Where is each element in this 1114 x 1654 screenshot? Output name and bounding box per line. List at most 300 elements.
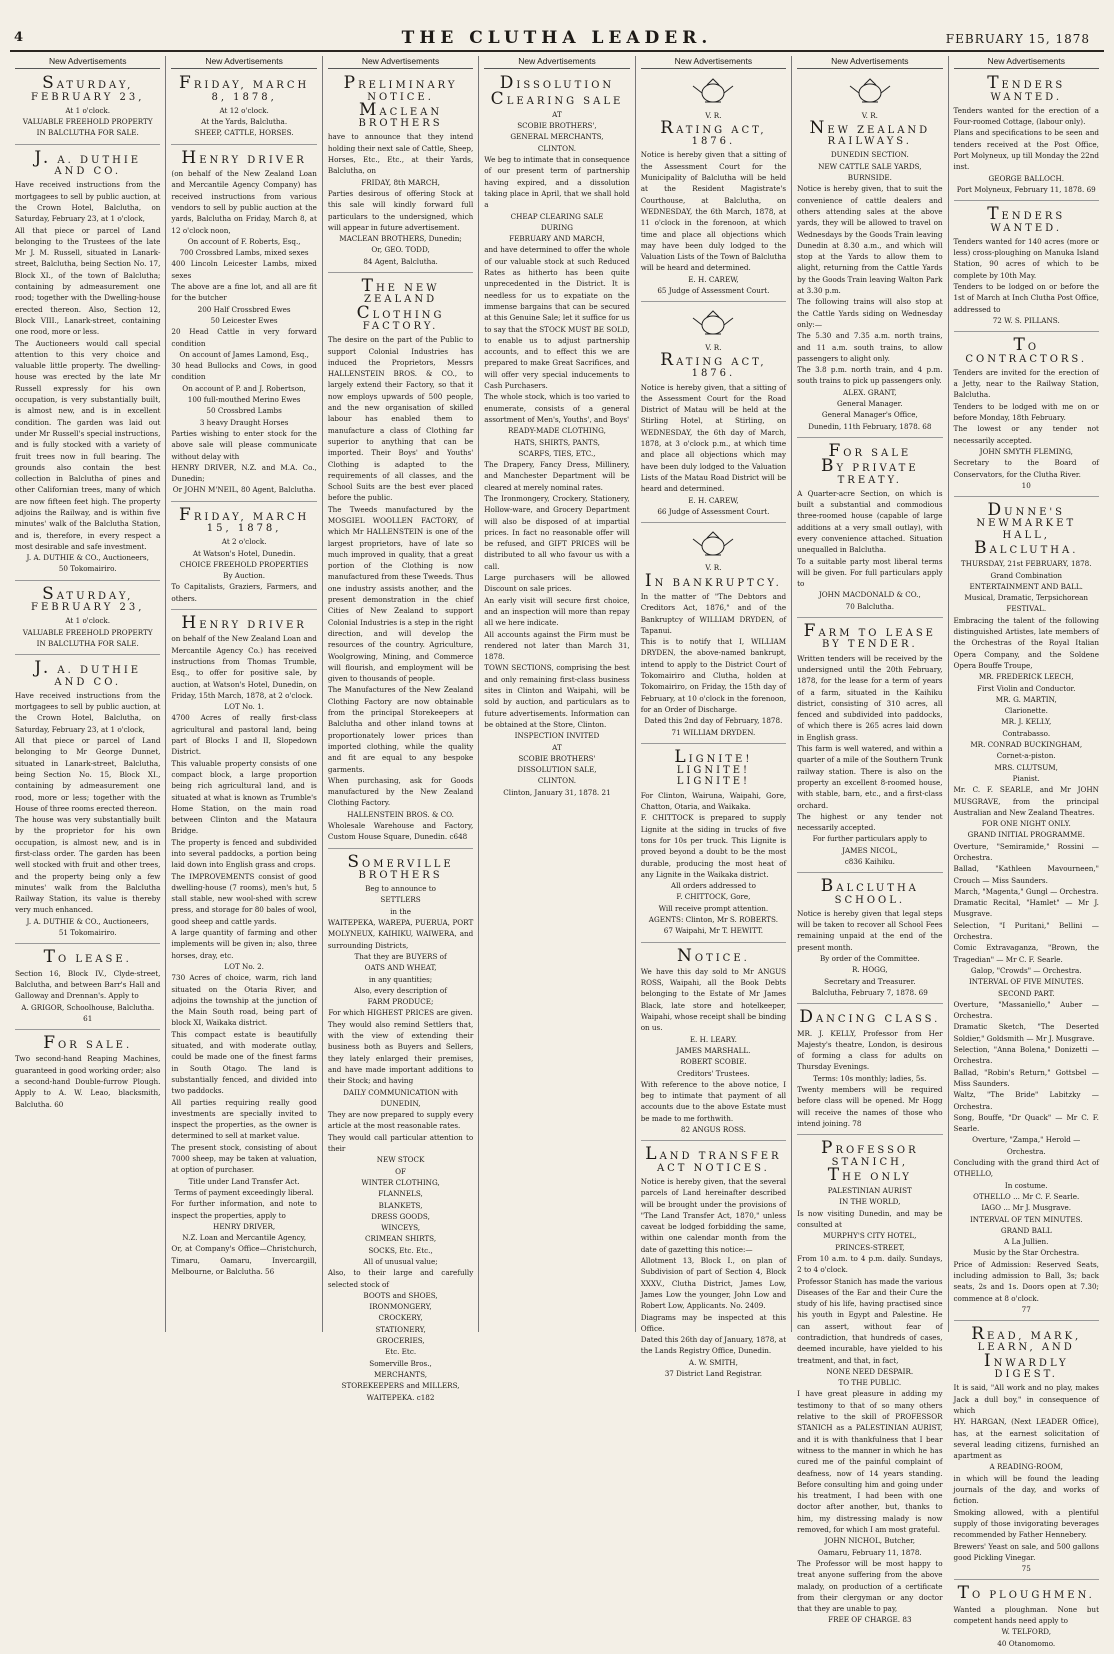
ad-text: JOHN SMYTH FLEMING, — [979, 446, 1073, 456]
ad-text: Or, at Company's Office—Christchurch, Timaru, Oamaru, Invercargill, Melbourne, or Balclutha. 56 — [171, 1244, 317, 1276]
ad-text: have to announce that they intend holding their next sale of Cattle, Sheep, Horses, Etc., Etc., at their Yards, Balclutha, on — [327, 132, 474, 176]
ad-text: Notice is hereby given that legal steps will be taken to recover all School Fees remaining unpaid at the end of the present month. — [797, 908, 943, 952]
royal-crest-icon — [641, 76, 786, 109]
ad-text: Clarionette. — [1004, 706, 1048, 716]
ad-text: INSPECTION INVITED — [514, 731, 600, 741]
ad-text: General Manager's Office, — [821, 410, 918, 420]
ad-text: Waltz, "The Bride" Labitzky — Orchestra. — [953, 1090, 1099, 1111]
ad-text: FRIDAY, 8th MARCH, — [361, 177, 440, 187]
ad-text: All parties requiring really good investments are specially invited to inspect the properties, as the owner is determined to sell at market value. — [171, 1097, 317, 1141]
ad-text: Large purchasers will be allowed Discount on sale prices. — [484, 573, 630, 594]
ad-text: Terms of payment exceedingly liberal. — [174, 1187, 314, 1197]
ad-text: SECOND PART. — [997, 988, 1055, 998]
advertisement — [171, 148, 316, 502]
ad-text: WAITEPEKA, WAREPA, PUERUA, PORT MOLYNEUX, KAIHIKU, WAIWERA, and surrounding Districts, — [327, 918, 474, 950]
ad-text: Wanted a ploughman. None but competent hands need apply to — [953, 1604, 1099, 1625]
column-6 — [791, 56, 947, 1625]
ad-headline: SOMERVILLE BROTHERS — [347, 851, 454, 881]
newspaper-title: THE CLUTHA LEADER. — [401, 28, 713, 48]
ad-text: On account of F. Roberts, Esq., — [187, 236, 301, 246]
ad-text: First Violin and Conductor. — [977, 683, 1076, 693]
ad-text: Creditors' Trustees. — [677, 1068, 750, 1078]
ad-text: 84 Agent, Balclutha. — [363, 256, 438, 266]
ad-headline: TO CONTRACTORS. — [965, 335, 1088, 365]
ad-text: V. R. — [861, 110, 878, 120]
ad-text: Port Molyneux, February 11, 1878. 69 — [956, 184, 1096, 194]
ad-text: in which will be found the leading journals of the day, and works of fiction. — [953, 1473, 1099, 1506]
ad-text: The 5.30 and 7.35 a.m. north trains, and 11 a.m. south trains, to allow passengers to alight only. — [797, 331, 943, 363]
ad-text: This is to notify that I, WILLIAM DRYDEN, the above-named bankrupt, intend to apply to the District Court of Tokomairiro and Clutha, holden at Tokomairiro, on Friday, the 15th day of February, at 10 o'clock in the forenoon, for an Order of Discharge. — [640, 637, 787, 714]
ad-text: on behalf of the New Zealand Loan and Mercantile Agency Co.) has received instructions from Thomas Trumble, Esq., to offer for positive sale, by auction, at Watson's Hotel, Dunedin, on Friday, 15th March, 1878, at 2 o'clock. — [171, 634, 317, 700]
ad-text: ENTERTAINMENT AND BALL. — [969, 581, 1083, 591]
column-heading: New Advertisements — [797, 56, 942, 69]
ad-text: For Clinton, Wairuna, Waipahi, Gore, Chatton, Otaria, and Waikaka. — [640, 790, 787, 812]
ad-headline: LIGNITE! LIGNITE! LIGNITE! — [674, 746, 753, 788]
ad-text: Brewers' Yeast on sale, and 500 gallons good Pickling Vinegar. — [953, 1541, 1099, 1562]
ad-text: Embracing the talent of the following distinguished Artistes, late members of the Orchestras of the Royal Italian Opera Company, and the Soldene Opera Bouffe Troupe, — [953, 615, 1099, 670]
ad-text: They would call particular attention to their — [327, 1132, 474, 1154]
ad-text: JOHN MACDONALD & CO., — [818, 590, 921, 600]
ad-text: General Manager. — [837, 399, 903, 409]
ad-text: In the matter of "The Debtors and Creditors Act, 1876," and of the Bankruptcy of WILLIAM DRYDEN, of Tapanui. — [640, 591, 787, 635]
ad-text: N.Z. Loan and Mercantile Agency, — [182, 1233, 307, 1243]
ad-text: GRAND BALL — [1000, 1225, 1052, 1235]
ad-text: DAILY COMMUNICATION with DUNEDIN, — [343, 1087, 458, 1108]
ad-text: To a suitable party most liberal terms will be given. For full particulars apply to — [797, 556, 943, 589]
column-heading: New Advertisements — [641, 56, 786, 69]
ad-headline: J. A. DUTHIE AND CO. — [34, 658, 142, 688]
ad-headline: J. A. DUTHIE AND CO. — [34, 147, 142, 178]
ad-text: AT — [552, 742, 562, 752]
ad-text: PRINCES-STREET, — [835, 1242, 905, 1252]
ad-text: NEW CATTLE SALE YARDS, BURNSIDE. — [818, 161, 922, 183]
ad-text: For further information, and note to inspect the properties, apply to — [171, 1199, 317, 1220]
ad-text: HATS, SHIRTS, PANTS, — [514, 437, 600, 447]
ad-text: To Capitalists, Graziers, Farmers, and others. — [171, 582, 317, 603]
ad-text: The present stock, consisting of about 7000 sheep, may be taken at valuation, at option of purchaser. — [171, 1142, 317, 1175]
ad-text: Parties wishing to enter stock for the above sale will please communicate without delay with — [171, 428, 317, 461]
ad-text: INTERVAL OF TEN MINUTES. — [969, 1214, 1083, 1224]
ad-text: STATIONERY, — [375, 1324, 426, 1334]
ad-text: For further particulars apply to — [812, 834, 927, 844]
ad-text: They are now prepared to supply every article at the most reasonable rates. — [327, 1110, 474, 1131]
ad-headline: PROFESSOR STANICH, — [820, 1138, 919, 1168]
ad-text: All that piece or parcel of Land belonging to Mr George Dunnet, situated in Lanark-street, Balclutha, being Section No. 15, Block XI., containing by admeasurement one rood, more or less; together with the House of three rooms erected thereon. — [15, 736, 161, 813]
ad-text: V. R. — [705, 110, 722, 120]
ad-text: Notice is hereby given, that a sitting of the Assessment Court for the Road District of Matau will be held at the Stirling Hotel, at Stirling, on WEDNESDAY, the 6th day of March, 1878, at 3 o'clock p.m., at which time and place all objections which may have been duly lodged to the Valuation Lists of the Matau Road District will be heard and determined. — [640, 382, 787, 494]
ad-text: MR. J. KELLY, Professor from Her Majesty's theatre, London, is desirous of forming a class for adults on Thursday Evenings. — [797, 1028, 943, 1072]
advertisement-columns — [10, 56, 1104, 1648]
ad-text: They would also remind Settlers that, with the view of extending their business both as Buyers and Sellers, they lately enlarged their premises, and have made important additions to their Stock; and having — [327, 1019, 474, 1086]
ad-text: Dated this 26th day of January, 1878, at the Lands Registry Office, Dunedin. — [640, 1335, 787, 1356]
ad-text: From 10 a.m. to 4 p.m. daily. Sundays, 2 to 4 o'clock. — [797, 1253, 943, 1275]
ad-text: Two second-hand Reaping Machines, guaranteed in good working order; also a second-hand Double-furrow Plough. Apply to A. W. Leao, blacksmith, Balclutha. 60 — [15, 1054, 161, 1109]
ad-text: It is said, "All work and no play, makes Jack a dull boy," in consequence of which — [953, 1383, 1099, 1415]
ad-text: ALEX. GRANT, — [843, 387, 897, 397]
ad-text: The whole stock, which is too varied to enumerate, consists of a general assortment of Men's, Youths', and Boys' — [484, 392, 630, 424]
ad-text: VALUABLE FREEHOLD PROPERTY — [22, 627, 153, 637]
royal-crest-icon — [641, 529, 786, 562]
ad-text: CLINTON. — [537, 143, 577, 153]
ad-text: At 2 o'clock. — [221, 537, 267, 547]
ad-text: IAGO ... Mr J. Musgrave. — [981, 1203, 1072, 1213]
ad-text: LOT No. 2. — [224, 961, 264, 971]
advertisement — [171, 73, 316, 144]
ad-text: Dunedin, 11th February, 1878. 68 — [808, 421, 932, 431]
royal-crest-icon — [641, 308, 786, 341]
ad-headline: MACLEAN BROTHERS — [358, 99, 443, 130]
ad-text: Have received instructions from the mortgagees to sell by public auction, at the Crown Hotel, Balclutha, on Saturday, February 23, at 1 o'clock, — [15, 690, 161, 734]
ad-text: OTHELLO ... Mr C. F. Searle. — [973, 1191, 1080, 1201]
ad-text: OATS AND WHEAT, — [364, 963, 437, 973]
ad-text: I have great pleasure in adding my testimony to that of so many others relative to the skill of PROFESSOR STANICH as a PALESTINIAN AURIST, and it is with thankfulness that I bear witness to the manner in which he has cured me of the painful complaint of deafness, now of 14 years standing. Before consulting him and going under his treatment, I had been with one doctor after another, but, thanks to him, my distressing malady is now removed, for which I am most grateful. — [797, 1389, 943, 1535]
ad-text: JOHN NICHOL, Butcher, — [824, 1536, 916, 1546]
ad-headline: THE NEW ZEALAND — [361, 276, 440, 306]
ad-text: Section 16, Block IV., Clyde-street, Balclutha, and between Barr's Hall and Galloway and Drennan's. Apply to — [15, 968, 161, 1001]
ad-headline: HENRY DRIVER — [181, 613, 307, 634]
ad-headline: IN BANKRUPTCY. — [644, 570, 782, 591]
ad-text: All of unusual value; — [363, 1256, 438, 1266]
ad-headline: SATURDAY, FEBRUARY 23, — [31, 73, 145, 103]
ad-headline: TENDERS WANTED. — [987, 204, 1066, 234]
advertisement — [641, 73, 786, 302]
ad-text: SCOBIE BROTHERS', — [517, 121, 597, 131]
ad-text: At 1 o'clock. — [65, 105, 111, 115]
ad-text: By Auction. — [223, 571, 266, 581]
ad-text: The Professor will be most happy to treat anyone suffering from the above malady, on production of a certificate from their clergyman or any doctor that they are unable to pay, — [797, 1558, 943, 1614]
ad-text: An early visit will secure first choice, and an inspection will more than repay all we here indicate. — [484, 595, 630, 628]
ad-text: Music by the Star Orchestra. — [973, 1248, 1080, 1258]
ad-text: On account of James Lamond, Esq., — [179, 349, 309, 359]
ad-text: Tenders wanted for 140 acres (more or less) cross-ploughing on Manuka Island Station, 90 acres of which to be complete by 10th May. — [953, 236, 1099, 280]
ad-text: 37 District Land Registrar. — [664, 1368, 763, 1378]
royal-crest-icon — [797, 76, 942, 109]
ad-text: At 12 o'clock. — [219, 105, 269, 115]
ad-text: FLANNELS, — [378, 1189, 423, 1199]
ad-text: c836 Kaihiku. — [844, 857, 895, 866]
ad-text: DRESS GOODS, — [371, 1211, 430, 1221]
ad-text: This compact estate is beautifully situated, and with moderate outlay, could be made one of the finest farms in South Otago. The land is substantially fenced, and divided into two paddocks. — [171, 1029, 317, 1096]
ad-text: WAITEPEKA. c182 — [366, 1392, 435, 1402]
ad-text: OF — [395, 1166, 406, 1176]
ad-text: Or, GEO. TODD, — [371, 245, 430, 255]
ad-text: DURING — [540, 222, 574, 232]
advertisement — [797, 441, 942, 618]
ad-text: 4700 Acres of really first-class agricultural and pastoral land, being part of Blocks I and II, Slopedown District. — [171, 713, 317, 757]
ad-text: Selection, "Anna Bolena," Donizetti — Orchestra. — [953, 1045, 1099, 1066]
ad-headline: TENDERS WANTED. — [987, 73, 1066, 103]
ad-text: Secretary to the Board of Conservators, for the Clutha River. — [953, 458, 1099, 479]
column-heading: New Advertisements — [171, 56, 316, 69]
advertisement — [797, 1138, 942, 1630]
advertisement — [641, 305, 786, 523]
ad-text: The Ironmongery, Crockery, Stationery, Hollow-ware, and Grocery Department will also be disposed of at impartial prices. In fact no reasonable offer will be refused, and GIFT PRICES will be distributed to all who favour us with a call. — [484, 493, 630, 571]
column-7 — [948, 56, 1104, 1648]
ad-text: JAMES NICOL, — [842, 845, 898, 855]
ad-text: Or JOHN M'NEIL, 80 Agent, Balclutha. — [172, 485, 316, 495]
ad-text: Musical, Dramatic, Terpsichorean — [964, 593, 1089, 603]
ad-headline: DANCING CLASS. — [799, 1007, 941, 1028]
advertisement — [328, 73, 473, 273]
ad-text: 82 ANGUS ROSS. — [680, 1125, 746, 1135]
advertisement — [954, 1324, 1099, 1580]
column-1 — [10, 56, 165, 1332]
ad-text: Oamaru, February 11, 1878. — [817, 1547, 922, 1557]
ad-text: 70 Balclutha. — [845, 601, 894, 611]
ad-text: 20 Head Cattle in very forward condition — [171, 327, 317, 348]
column-5 — [635, 56, 791, 1378]
ad-text: BOOTS and SHOES, — [363, 1290, 438, 1300]
ad-headline: CLEARING SALE — [490, 88, 624, 109]
ad-text: 50 Crossbred Lambs — [206, 406, 282, 416]
issue-date: FEBRUARY 15, 1878 — [945, 32, 1090, 46]
ad-text: IN BALCLUTHA FOR SALE. — [36, 128, 139, 138]
ad-headline: RATING ACT, 1876. — [660, 349, 767, 380]
ad-text: Clinton, January 31, 1878. 21 — [503, 787, 611, 797]
advertisement — [954, 500, 1099, 1321]
ad-text: The Tweeds manufactured by the MOSGIEL WOOLLEN FACTORY, of which Mr HALLENSTEIN is one of the largest proprietors, have of late so much improved in quality, that a great portion of the Clothing is now manufactured from these Tweeds. Thus one industry assists another, and the present demonstration in the chief Cities of New Zealand to support Colonial Industries is a step in the right direction, and will develop the resources of the country. Agriculture, Woolgrowing, Mining, and Commerce will flourish, and employment will be given to thousands of people. — [327, 504, 474, 684]
ad-text: 51 Tokomairiro. — [58, 928, 117, 938]
ad-text: CRIMEAN SHIRTS, — [364, 1234, 437, 1244]
ad-text: TOWN SECTIONS, comprising the best and only remaining first-class business sites in Clinton and Waipahi, will be sold by auction, and particulars as to future advertisements. Information can be obtained at the Store, Clinton. — [484, 663, 630, 729]
advertisement — [15, 73, 160, 144]
advertisement — [15, 1033, 160, 1115]
ad-headline: DISSOLUTION — [499, 73, 615, 94]
ad-text: A READING-ROOM, — [989, 1462, 1063, 1472]
ad-text: HY. HARGAN, (Next LEADER Office), has, at the earnest solicitation of several leading citizens, furnished an apartment as — [953, 1417, 1099, 1461]
ad-text: FARM PRODUCE; — [367, 997, 434, 1007]
ad-text: Ballad, "Kathleen Mavourneen," Crouch — Miss Saunders. — [953, 864, 1099, 885]
ad-text: Tenders are invited for the erection of a Jetty, near to the Railway Station, Balclutha. — [953, 367, 1099, 400]
ad-text: Plans and specifications to be seen and tenders received at the Post Office, Port Molyneux, up till Monday the 22nd inst. — [953, 128, 1099, 172]
ad-text: SHEEP, CATTLE, HORSES. — [194, 128, 294, 138]
ad-text: MR. CONRAD BUCKINGHAM, — [970, 740, 1083, 750]
ad-text: HENRY DRIVER, N.Z. and M.A. Co., Dunedin; — [171, 462, 317, 484]
ad-text: Terms: 10s monthly; ladies, 5s. — [813, 1073, 927, 1083]
page-number: 4 — [14, 30, 24, 45]
ad-text: 30 head Bullocks and Cows, in good condition — [171, 361, 317, 382]
ad-text: Overture, "Semiramide," Rossini — Orchestra. — [953, 841, 1099, 862]
ad-text: Secretary and Treasurer. — [824, 976, 916, 986]
ad-text: Tenders to be lodged on or before the 1st of March at Inch Clutha Post Office, addressed to — [953, 282, 1099, 314]
ad-headline: TO PLOUGHMEN. — [957, 1583, 1095, 1604]
ad-text: With reference to the above notice, I beg to intimate that payment of all accounts due to the above Estate must be made to me forthwith. — [640, 1079, 787, 1123]
ad-text: The house was very substantially built by the proprietor for his own occupation, is almost new, and is in first-class order. The garden has been well stocked with fruit and other trees, and the property being only a few minutes' walk from the Balclutha Railway Station, its value is thereby very much enhanced. — [15, 815, 161, 915]
ad-text: SETTLERS — [380, 895, 421, 905]
ad-text: CHEAP CLEARING SALE — [510, 211, 604, 221]
ad-text: Etc. Etc. — [384, 1347, 417, 1357]
ad-headline: BALCLUTHA. — [974, 537, 1079, 558]
ad-headline: DUNNE'S NEWMARKET HALL, — [976, 500, 1077, 541]
advertisement — [954, 73, 1099, 201]
ad-text: V. R. — [705, 342, 722, 352]
ad-text: Price of Admission: Reserved Seats, including admission to Ball, 3s; back seats, 2s and 1s. Doors open at 7.30; commence at 8 o'clock. — [953, 1259, 1099, 1303]
ad-text: Parties desirous of offering Stock at this sale will kindly forward full particulars to the undersigned, which will appear in future advertisement. — [327, 188, 474, 232]
advertisement — [797, 1007, 942, 1135]
column-heading: New Advertisements — [484, 56, 629, 69]
ad-text: 400 Lincoln Leicester Lambs, mixed sexes — [171, 259, 317, 280]
ad-text: This valuable property consists of one compact block, a large proportion being rich agricultural land, and is situated at what is known as Trumble's Home Station, on the main road between Clinton and the Mataura Bridge. — [171, 758, 317, 836]
ad-text: GRAND INITIAL PROGRAMME. — [967, 830, 1085, 840]
ad-text: Also, to their large and carefully selected stock of — [327, 1268, 474, 1289]
ad-text: A. W. SMITH, — [688, 1357, 738, 1367]
ad-text: Contrabasso. — [1002, 728, 1051, 738]
ad-text: F. CHITTOCK, Gore, — [676, 892, 751, 902]
ad-text: Grand Combination — [990, 570, 1063, 580]
ad-text: LOT No. 1. — [224, 702, 264, 712]
column-4 — [478, 56, 634, 1332]
ad-text: DISSOLUTION SALE, — [517, 765, 597, 775]
ad-text: 75 — [1021, 1564, 1031, 1574]
ad-text: SCARFS, TIES, ETC., — [518, 448, 596, 458]
ad-text: At 1 o'clock. — [65, 616, 111, 626]
advertisement — [641, 946, 786, 1142]
ad-text: F. CHITTOCK is prepared to supply Lignite at the siding in trucks of five tons for 10s per truck. This Lignite is proved beyond a doubt to be the most durable, producing the most heat of any Lignite in the Waikaka district. — [640, 813, 787, 879]
ad-text: On account of P. and J. Robertson, — [182, 383, 306, 393]
ad-text: That they are BUYERS of — [354, 951, 447, 961]
column-3 — [322, 56, 478, 1402]
ad-text: Notice is hereby given, that the several parcels of Land hereinafter described will be brought under the provisions of "The Land Transfer Act, 1870," unless caveat be lodged forbidding the same, within one calendar month from the date of gazetting this notice:— — [640, 1176, 787, 1254]
ad-headline: LAND TRANSFER ACT NOTICES. — [645, 1144, 782, 1174]
ad-headline: INWARDLY DIGEST. — [983, 1350, 1069, 1381]
ad-text: INTERVAL OF FIVE MINUTES. — [968, 977, 1084, 987]
ad-text: For which HIGHEST PRICES are given. — [328, 1008, 473, 1018]
ad-headline: TO LEASE. — [43, 947, 132, 968]
column-heading: New Advertisements — [328, 56, 473, 69]
ad-text: March, "Magenta," Gungl — Orchestra. — [954, 886, 1099, 896]
ad-text: 100 full-mouthed Merino Ewes — [187, 395, 301, 405]
ad-text: CLINTON. — [537, 776, 577, 786]
ad-text: STOREKEEPERS and MILLERS, — [341, 1381, 460, 1391]
ad-headline: FRIDAY, MARCH 8, 1878, — [179, 73, 310, 103]
ad-text: All accounts against the Firm must be rendered not later than March 31, 1878. — [484, 629, 630, 662]
ad-text: HENRY DRIVER, — [213, 1221, 276, 1231]
ad-text: JAMES MARSHALL. — [676, 1045, 751, 1055]
ad-text: WINTER CLOTHING, — [361, 1177, 440, 1187]
ad-text: PALESTINIAN AURIST — [827, 1186, 912, 1196]
ad-text: VALUABLE FREEHOLD PROPERTY — [22, 117, 153, 127]
ad-text: A. GRIGOR, Schoolhouse, Balclutha. — [21, 1002, 155, 1012]
ad-text: 72 W. S. PILLANS. — [992, 315, 1060, 325]
advertisement — [641, 526, 786, 744]
ad-text: Diagrams may be inspected at this Office. — [640, 1312, 787, 1333]
ad-text: The above are a fine lot, and all are fit for the butcher — [171, 282, 317, 303]
ad-headline: PRELIMINARY NOTICE. — [343, 73, 458, 103]
ad-text: Pianist. — [1012, 773, 1040, 783]
ad-text: 730 Acres of choice, warm, rich land situated on the Otaria River, and adjoins the township at the junction of the Main South road, being part of block XI, Waikaka district. — [171, 973, 317, 1028]
ad-text: J. A. DUTHIE & CO., Auctioneers, — [26, 916, 149, 926]
ad-headline: READ, MARK, LEARN, AND — [971, 1324, 1082, 1354]
ad-text: SCOBIE BROTHERS' — [518, 753, 596, 763]
ad-text: 3 heavy Draught Horses — [199, 417, 289, 427]
ad-text: Ballad, "Robin's Return," Gottsbel — Miss Saunders. — [953, 1067, 1099, 1088]
ad-headline: SATURDAY, FEBRUARY 23, — [31, 583, 145, 614]
advertisement — [15, 947, 160, 1030]
ad-text: In costume. — [1004, 1180, 1048, 1190]
advertisement — [328, 852, 473, 1408]
ad-text: 700 Crossbred Lambs, mixed sexes — [179, 248, 309, 258]
ad-text: Somerville Bros., — [369, 1358, 432, 1368]
ad-text: J. A. DUTHIE & CO., Auctioneers, — [26, 553, 149, 563]
ad-text: (on behalf of the New Zealand Loan and Mercantile Agency Company) has received instructions from various vendors to sell by public auction at the yards, Balclutha on Friday, March 8, at 12 o'clock noon, — [171, 169, 317, 235]
ad-headline: FRIDAY, MARCH 15, 1878, — [179, 504, 310, 534]
ad-text: Cornet-a-piston. — [996, 751, 1056, 761]
ad-text: The desire on the part of the Public to support Colonial Industries has induced the Proprietors, Messrs HALLENSTEIN BROS. & CO., to largely extend their Factory, so that it now employs upwards of 500 people, and the new organisation of skilled labour has enabled them to manufacture a class of Clothing far superior to anything that can be imported. Their Boys' and Youths' Clothing is adapted to the requirements of all classes, and the School Suits are the best ever placed before the public. — [327, 335, 474, 503]
ad-text: 50 Leicester Ewes — [210, 315, 278, 325]
ad-text: GROCERIES, — [376, 1336, 425, 1346]
ad-text: 61 — [83, 1013, 93, 1023]
masthead-rule — [10, 50, 1104, 52]
ad-text: FESTIVAL. — [1006, 604, 1047, 614]
advertisement — [797, 876, 942, 1004]
ad-text: 65 Judge of Assessment Court. — [657, 286, 770, 296]
ad-text: Notice is hereby given, that to suit the convenience of cattle dealers and others attending sales at the above yards, they will be allowed to travel on Wednesdays by the Goods Train leaving Dunedin at 8.30 a.m., and which will stop at the Yards to allow them to alight, returning from the Cattle Yards by the Goods Train leaving Walton Park at 3.30 p.m. — [797, 184, 943, 296]
ad-text: This farm is well watered, and within a quarter of a mile of the Southern Trunk railway station. There is also on the property an excellent 8-roomed house, with stable, barn, etc., and a first-class orchard. — [797, 744, 943, 810]
ad-text: The Manufactures of the New Zealand Clothing Factory are now obtainable from the principal Storekeepers at Balclutha and other inland towns at proportionately lower prices than imported clothing, while the quality and fit are equal to any bespoke garments. — [327, 685, 474, 774]
ad-text: IN THE WORLD, — [839, 1197, 901, 1207]
ad-text: SOCKS, Etc. Etc., — [368, 1245, 433, 1255]
ad-text: CROCKERY, — [378, 1313, 423, 1323]
ad-text: 67 Waipahi, Mr T. HEWITT. — [663, 926, 764, 936]
ad-text: By order of the Committee. — [820, 954, 920, 964]
advertisement — [15, 584, 160, 655]
ad-text: A large quantity of farming and other implements will be given in; also, three horses, dray, etc. — [171, 928, 317, 960]
ad-text: FEBRUARY AND MARCH, — [509, 234, 605, 244]
ad-text: Will receive prompt attention. — [658, 903, 769, 913]
ad-text: IRONMONGERY, — [369, 1302, 432, 1312]
ad-text: and have determined to offer the whole of our valuable stock at such Reduced Rates as hitherto has been quite unprecedented in the District. It is needless for us to expatiate on the immense bargains that can be secured at this Genuine Sale; let it suffice for us to say that the STOCK MUST BE SOLD, to enable us to adjust partnership accounts, and to effect this we are prepared to make Great Sacrifices, and will offer very special inducements to Cash Purchasers. — [484, 245, 630, 391]
advertisement — [954, 335, 1099, 497]
advertisement — [328, 276, 473, 849]
ad-text: Tenders to be lodged with me on or before Monday, 18th February. — [953, 401, 1099, 423]
ad-text: MRS. CLUTSUM, — [994, 762, 1058, 772]
ad-text: Dramatic Sketch, "The Deserted Soldier," Goldsmith — Mr J. Musgrave. — [953, 1022, 1099, 1043]
ad-text: Notice is hereby given that a sitting of the Assessment Court for the Municipality of Balclutha will be held at the Resident Magistrate's Courthouse, at Balclutha, on WEDNESDAY, the 6th March, 1878, at 11 o'clock in the forenoon, at which time and place all objections which may have been duly lodged to the Valuation Lists of the Town of Balclutha will be heard and determined. — [640, 150, 787, 273]
ad-text: The 3.8 p.m. north train, and 4 p.m. south trains to pick up passengers only. — [797, 365, 943, 386]
ad-text: in the — [390, 906, 412, 916]
ad-text: Song, Bouffe, "Dr Quack" — Mr C. F. Searle. — [953, 1112, 1099, 1134]
advertisement — [171, 505, 316, 610]
ad-text: Concluding with the grand third Act of OTHELLO, — [953, 1158, 1099, 1179]
ad-text: HALLENSTEIN BROS. & CO. — [347, 809, 454, 819]
ad-text: R. HOGG, — [851, 965, 888, 975]
ad-headline: NEW ZEALAND RAILWAYS. — [809, 117, 931, 148]
ad-text: All that piece or parcel of Land belonging to the Trustees of the late Mr J. M. Russell, situated in Lanark-street, Balclutha, being Section No. 17, Block XI., of the town of Balclutha; containing by admeasurement one rood; together with the Dwelling-house erected thereon. Also, Section 12, Block VIII., Lanark-street, containing one rood, more or less. — [15, 225, 161, 337]
ad-headline: FOR SALE — [828, 440, 912, 461]
column-heading: New Advertisements — [954, 56, 1099, 69]
advertisement — [15, 148, 160, 581]
ad-text: AT — [552, 109, 562, 119]
ad-text: W. TELFORD, — [1001, 1627, 1052, 1637]
ad-text: Tenders wanted for the erection of a Four-roomed Cottage, (labour only). — [953, 105, 1099, 127]
ad-text: MR. FREDERICK LEECH, — [978, 672, 1074, 682]
ad-text: BLANKETS, — [378, 1200, 423, 1210]
ad-text: When purchasing, ask for Goods manufactured by the New Zealand Clothing Factory. — [327, 775, 474, 808]
ad-text: Dramatic Recital, "Hamlet" — Mr J. Musgrave. — [953, 898, 1099, 919]
ad-text: WINCEYS, — [381, 1223, 421, 1233]
advertisement — [954, 1583, 1099, 1653]
ad-headline: NOTICE. — [676, 945, 750, 966]
advertisement — [797, 621, 942, 873]
ad-headline: CLOTHING FACTORY. — [356, 302, 445, 332]
ad-text: 200 Half Crossbred Ewes — [197, 304, 291, 314]
ad-text: IN BALCLUTHA FOR SALE. — [36, 638, 139, 648]
ad-text: Smoking allowed, with a plentiful supply of those invigorating beverages recommended by Father Hennebery. — [953, 1507, 1099, 1540]
ad-text: A Quarter-acre Section, on which is built a substantial and commodious three-roomed house (capable of large additions at a very small outlay), with every convenience attached. Situation unequalled in Balclutha. — [797, 488, 943, 555]
ad-text: NONE NEED DESPAIR. — [826, 1366, 914, 1376]
ad-text: At Watson's Hotel, Dunedin. — [192, 548, 296, 558]
ad-text: READY-MADE CLOTHING, — [507, 426, 606, 436]
